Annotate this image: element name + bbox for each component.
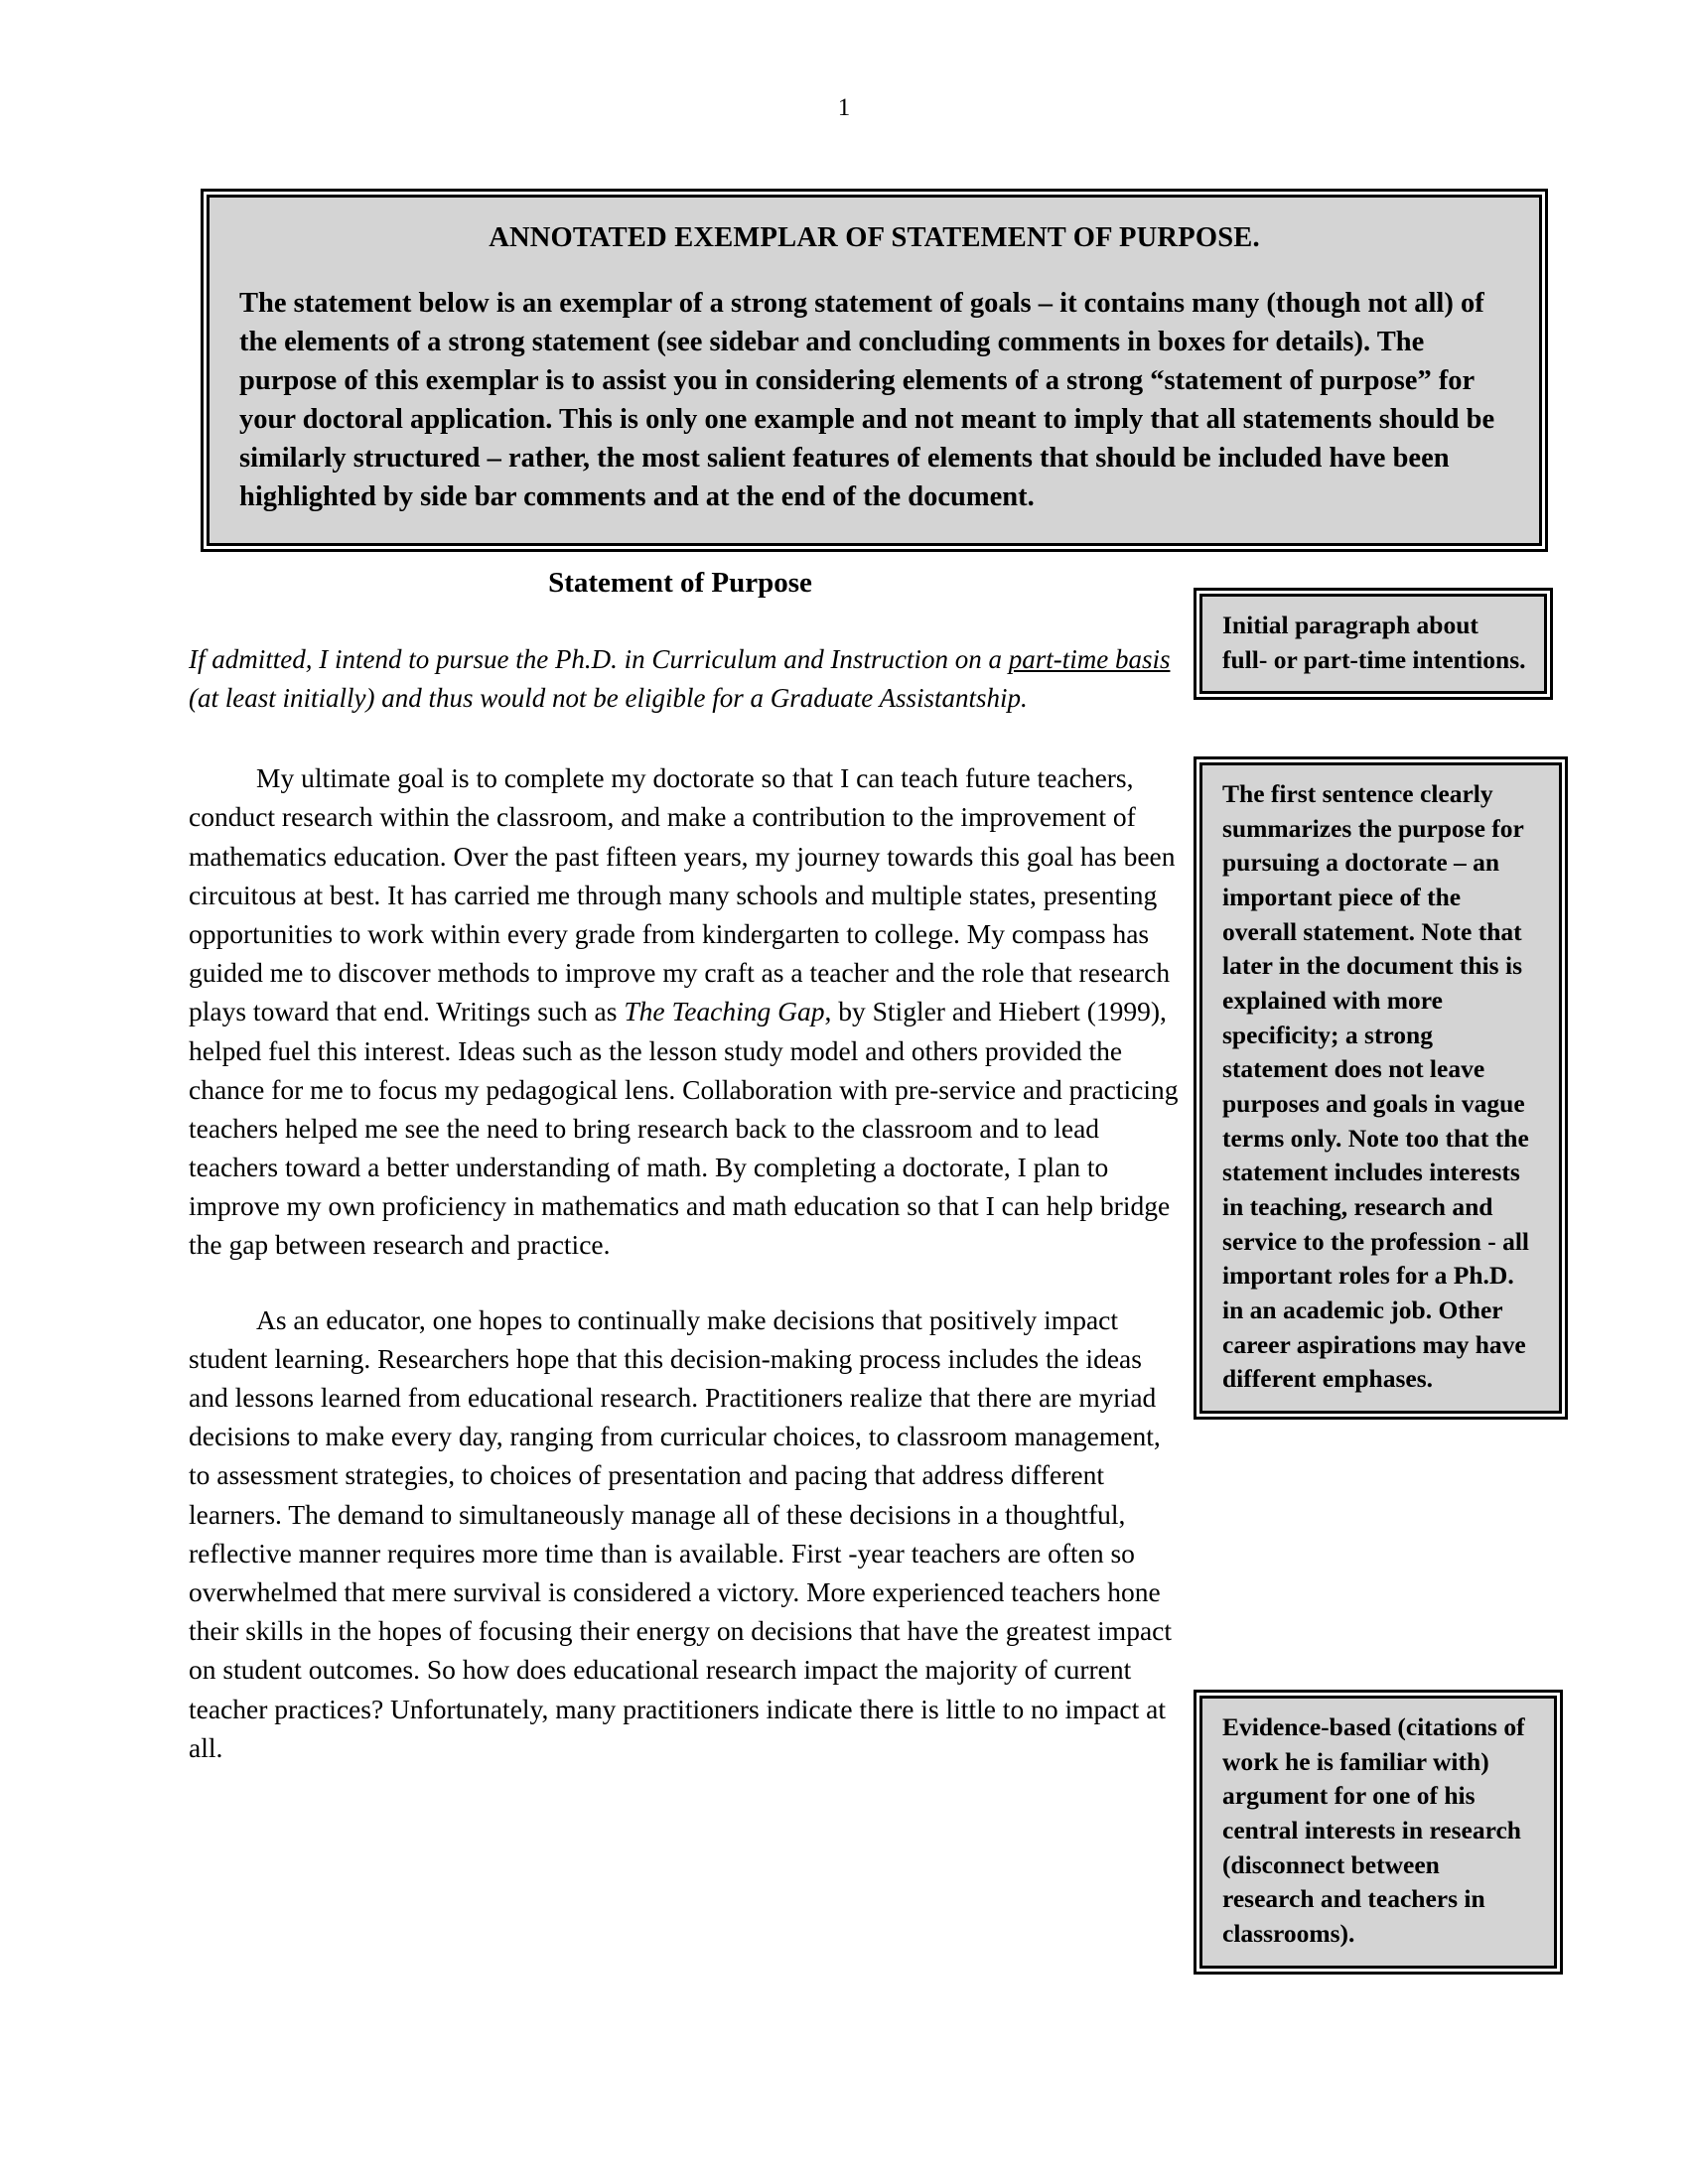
- sidebar-comment-text: Evidence-based (citations of work he is familiar with) argument for one of his central interests in research (disconnect between research and teachers in classrooms).: [1222, 1712, 1525, 1949]
- sidebar-comment-evidence-based: [1199, 1696, 1557, 1969]
- header-callout-box: [207, 195, 1542, 546]
- statement-of-purpose-heading: Statement of Purpose: [548, 567, 812, 599]
- intro-text-before: If admitted, I intend to pursue the Ph.D. in Curriculum and Instruction on a: [189, 644, 1009, 674]
- paragraph-1-part-2: , by Stigler and Hiebert (1999), helped fuel this interest. Ideas such as the lesson study model and others provided the chance for me to focus my pedagogical lens. Collaboration with pre-service and practicing teachers helped me see the need to bring research back to the classroom and to lead teachers toward a better understanding of math. By completing a doctorate, I plan to improve my own proficiency in mathematics and math education so that I can help bridge the gap between research and practice.: [189, 996, 1179, 1261]
- main-text-column: [189, 640, 1182, 1803]
- intro-text-after: (at least initially) and thus would not be eligible for a Graduate Assistantship.: [189, 682, 1028, 713]
- sidebar-comment-text: Initial paragraph about full- or part-time intentions.: [1222, 611, 1526, 674]
- intro-paragraph: [189, 640, 1182, 717]
- page-number: 1: [837, 94, 851, 121]
- sidebar-comment-text: The first sentence clearly summarizes the purpose for pursuing a doctorate – an important piece of the overall statement. Note that later in the document this is explained with more specificity; a strong statement does not leave purposes and goals in vague terms only. Note too that the statement includes interests in teaching, research and service to the profession - all important roles for a Ph.D. in an academic job. Other career aspirations may have different emphases.: [1222, 779, 1530, 1394]
- book-title-the-teaching-gap: The Teaching Gap: [624, 996, 825, 1027]
- header-title: ANNOTATED EXEMPLAR OF STATEMENT OF PURPOSE.: [489, 222, 1260, 253]
- intro-text-underlined: part-time basis: [1008, 644, 1171, 674]
- paragraph-1-part-1: My ultimate goal is to complete my doctorate so that I can teach future teachers, conduct research within the classroom, and make a contribution to the improvement of mathematics education. Over the past fifteen years, my journey towards this goal has been circuitous at best. It has carried me through many schools and multiple states, presenting opportunities to work within every grade from kindergarten to college. My compass has guided me to discover methods to improve my craft as a teacher and the role that research plays toward that end. Writings such as: [189, 762, 1176, 1027]
- sidebar-comment-initial-paragraph: [1199, 594, 1547, 694]
- header-body-text: The statement below is an exemplar of a strong statement of goals – it contains many (though not all) of the elements of a strong statement (see sidebar and concluding comments in boxes for details). The purpose of this exemplar is to assist you in considering elements of a strong “statement of purpose” for your doctoral application. This is only one example and not meant to imply that all statements should be similarly structured – rather, the most salient features of elements that should be included have been highlighted by side bar comments and at the end of the document.: [239, 288, 1495, 512]
- sidebar-comment-first-sentence: [1199, 762, 1562, 1414]
- body-paragraph-1: [189, 758, 1182, 1264]
- body-paragraph-2: As an educator, one hopes to continually make decisions that positively impact student learning. Researchers hope that this decision-making process includes the ideas and lessons learned from educational research. Practitioners realize that there are myriad decisions to make every day, ranging from curricular choices, to classroom management, to assessment strategies, to choices of presentation and pacing that address different learners. The demand to simultaneously manage all of these decisions in a thoughtful, reflective manner requires more time than is available. First -year teachers are often so overwhelmed that mere survival is considered a victory. More experienced teachers hone their skills in the hopes of focusing their energy on decisions that have the greatest impact on student outcomes. So how does educational research impact the majority of current teacher practices? Unfortunately, many practitioners indicate there is little to no impact at all.: [189, 1303, 1172, 1763]
